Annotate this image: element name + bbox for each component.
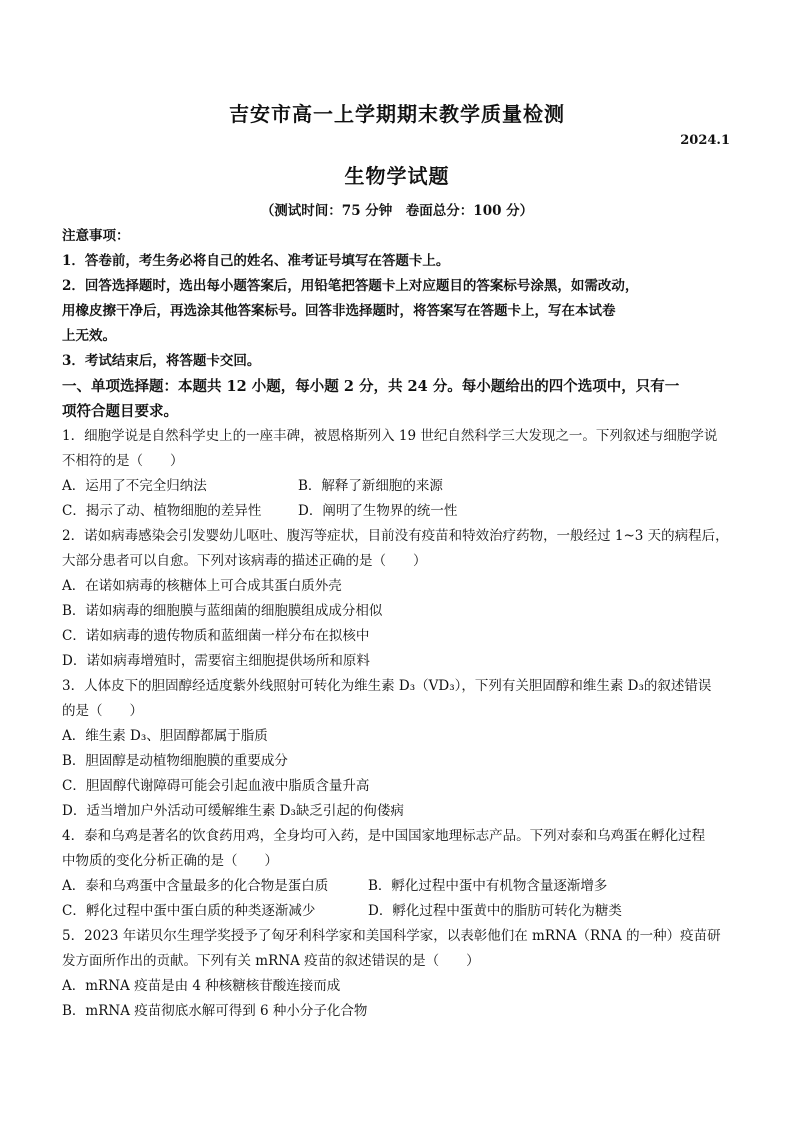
option-c: C．揭示了动、植物细胞的差异性 bbox=[62, 503, 262, 519]
question-1-options-row bbox=[62, 499, 734, 524]
test-info: （测试时间：75 分钟 卷面总分：100 分） bbox=[260, 203, 534, 219]
notes-heading: 注意事项： bbox=[62, 228, 130, 244]
option-a: A．运用了不完全归纳法 bbox=[62, 478, 207, 494]
question-5-stem-cont: 发方面所作出的贡献。下列有关 mRNA 疫苗的叙述错误的是（ ） bbox=[62, 953, 480, 969]
option-c: C．孵化过程中蛋中蛋白质的种类逐渐减少 bbox=[62, 903, 316, 919]
option-a: A．泰和乌鸡蛋中含量最多的化合物是蛋白质 bbox=[62, 878, 329, 894]
question-4-options-row bbox=[62, 874, 734, 899]
exam-date: 2024.1 bbox=[680, 133, 730, 148]
option-d: D．诺如病毒增殖时，需要宿主细胞提供场所和原料 bbox=[62, 653, 370, 669]
option-d: D．孵化过程中蛋黄中的脂肪可转化为糖类 bbox=[368, 903, 622, 919]
question-4-stem-cont: 中物质的变化分析正确的是（ ） bbox=[62, 853, 278, 869]
option-a: A．mRNA 疫苗是由 4 种核糖核苷酸连接而成 bbox=[62, 978, 341, 994]
option-b: B．孵化过程中蛋中有机物含量逐渐增多 bbox=[368, 878, 608, 894]
section-heading-cont: 项符合题目要求。 bbox=[62, 403, 178, 420]
option-b: B．解释了新细胞的来源 bbox=[298, 478, 443, 494]
note-item: 2．回答选择题时，选出每小题答案后，用铅笔把答题卡上对应题目的答案标号涂黑，如需改动， bbox=[62, 278, 639, 294]
option-b: B．诺如病毒的细胞膜与蓝细菌的细胞膜组成成分相似 bbox=[62, 603, 383, 619]
exam-content bbox=[62, 224, 734, 1024]
question-1-stem-cont: 不相符的是（ ） bbox=[62, 453, 184, 469]
subject-title: 生物学试题 bbox=[344, 164, 450, 188]
note-item: 3．考试结束后，将答题卡交回。 bbox=[62, 353, 261, 369]
option-b: B．mRNA 疫苗彻底水解可得到 6 种小分子化合物 bbox=[62, 1003, 368, 1019]
question-5-stem: 5．2023 年诺贝尔生理学奖授予了匈牙利科学家和美国科学家，以表彰他们在 mRNA（RNA 的一种）疫苗研 bbox=[62, 928, 721, 944]
option-c: C．胆固醇代谢障碍可能会引起血液中脂质含量升高 bbox=[62, 778, 370, 794]
question-3-stem: 3．人体皮下的胆固醇经适度紫外线照射可转化为维生素 D₃（VD₃），下列有关胆固醇和维生素 D₃的叙述错误 bbox=[62, 678, 712, 694]
option-a: A．在诺如病毒的核糖体上可合成其蛋白质外壳 bbox=[62, 578, 342, 594]
section-heading: 一、单项选择题：本题共 12 小题，每小题 2 分，共 24 分。每小题给出的四个选项中，只有一 bbox=[62, 378, 680, 395]
option-d: D．阐明了生物界的统一性 bbox=[298, 503, 458, 519]
question-3-stem-cont: 的是（ ） bbox=[62, 703, 143, 719]
question-1-options-row bbox=[62, 474, 734, 499]
question-4-stem: 4．泰和乌鸡是著名的饮食药用鸡，全身均可入药，是中国国家地理标志产品。下列对泰和乌鸡蛋在孵化过程 bbox=[62, 828, 706, 844]
option-a: A．维生素 D₃、胆固醇都属于脂质 bbox=[62, 728, 268, 744]
question-2-stem-cont: 大部分患者可以自愈。下列对该病毒的描述正确的是（ ） bbox=[62, 553, 427, 569]
note-item: 用橡皮擦干净后，再选涂其他答案标号。回答非选择题时，将答案写在答题卡上，写在本试卷 bbox=[62, 303, 616, 319]
note-item: 上无效。 bbox=[62, 328, 116, 344]
question-1-stem: 1．细胞学说是自然科学史上的一座丰碑，被恩格斯列入 19 世纪自然科学三大发现之一。下列叙述与细胞学说 bbox=[62, 428, 718, 444]
option-c: C．诺如病毒的遗传物质和蓝细菌一样分布在拟核中 bbox=[62, 628, 370, 644]
question-2-stem: 2．诺如病毒感染会引发婴幼儿呕吐、腹泻等症状，目前没有疫苗和特效治疗药物，一般经过 1~3 天的病程后， bbox=[62, 528, 729, 544]
option-d: D．适当增加户外活动可缓解维生素 D₃缺乏引起的佝偻病 bbox=[62, 803, 404, 819]
exam-title: 吉安市高一上学期期末教学质量检测 bbox=[229, 102, 565, 126]
note-item: 1．答卷前，考生务必将自己的姓名、准考证号填写在答题卡上。 bbox=[62, 253, 450, 269]
option-b: B．胆固醇是动植物细胞膜的重要成分 bbox=[62, 753, 288, 769]
question-4-options-row bbox=[62, 899, 734, 924]
